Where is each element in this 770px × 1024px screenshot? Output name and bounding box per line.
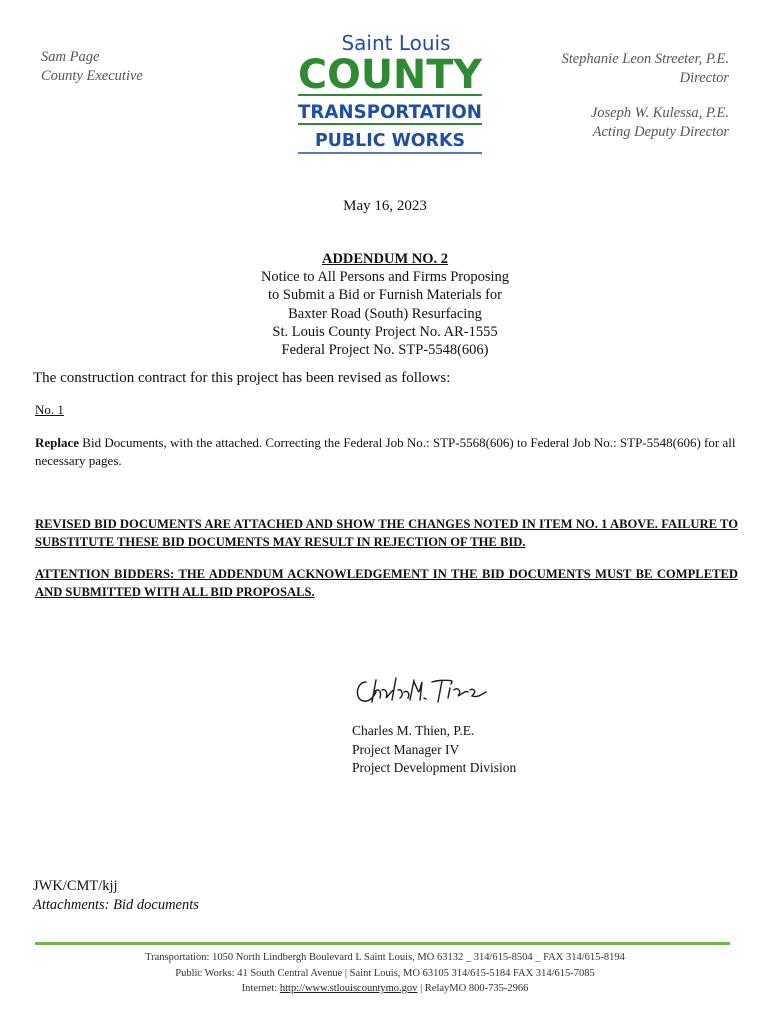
footer-line2: Public Works: 41 South Central Avenue | Saint Louis, MO 63105 314/615-5184 FAX 314/615-7085 [175,967,595,979]
item-number: No. 1 [35,402,64,417]
footer-internet-label: Internet: [241,983,280,994]
reference-initials: JWK/CMT/kjj [33,878,118,894]
executive-name: Sam Page [41,49,100,65]
addendum-line: Federal Project No. STP-5548(606) [281,342,489,359]
intro-text: The construction contract for this project has been revised as follows: [33,370,451,386]
director-block [561,50,729,88]
deputy-director-block [591,104,729,142]
footer-line3 [0,981,770,997]
director-title: Director [679,70,729,86]
addendum-line: Baxter Road (South) Resurfacing [288,305,482,322]
logo-line2: COUNTY [298,52,484,98]
addendum-title: ADDENDUM NO. 2 [321,251,449,267]
footer-address [0,950,770,997]
attachments-note: Attachments: Bid documents [33,897,199,913]
website-link[interactable]: http://www.stlouiscountymo.gov [279,983,418,994]
signer-title: Project Manager IV [352,741,460,757]
item-body: Bid Documents, with the attached. Correcting the Federal Job No.: STP-5568(606) to Federal Job No.: STP-5548(606) for all necessary pages. [35,435,736,468]
footer-rule [35,942,730,945]
addendum-line: to Submit a Bid or Furnish Materials for [268,287,502,304]
letter-date: May 16, 2023 [343,198,427,214]
addendum-block [0,250,770,359]
notice-revised-documents: REVISED BID DOCUMENTS ARE ATTACHED AND SHOW THE CHANGES NOTED IN ITEM NO. 1 ABOVE. FAILURE TO SUBSTITUTE THESE BID DOCUMENTS MAY RESULT IN REJECTION OF THE BID. [35,517,738,549]
deputy-title: Acting Deputy Director [592,124,729,140]
handwritten-signature [352,672,502,712]
footer-relay: | RelayMO 800-735-2966 [417,983,529,994]
logo-line3: TRANSPORTATION [298,101,482,123]
logo-line1: Saint Louis [341,31,451,55]
st-louis-county-logo [296,30,484,155]
signer-name: Charles M. Thien, P.E. [352,723,475,738]
director-name: Stephanie Leon Streeter, P.E. [561,51,729,67]
deputy-name: Joseph W. Kulessa, P.E. [590,105,729,121]
item-text [35,434,740,470]
signer-block [352,722,516,778]
logo-line4: PUBLIC WORKS [315,130,465,151]
executive-title: County Executive [41,68,143,84]
signer-division: Project Development Division [352,760,517,775]
notice-attention-bidders: ATTENTION BIDDERS: THE ADDENDUM ACKNOWLEDGEMENT IN THE BID DOCUMENTS MUST BE COMPLETED AND SUBMITTED WITH ALL BID PROPOSALS. [35,567,738,599]
item-bold-word: Replace [35,435,80,450]
footer-line1: Transportation: 1050 North Lindbergh Boulevard L Saint Louis, MO 63132 _ 314/615-8504 _ FAX 314/615-8194 [145,952,625,963]
county-executive-block [41,48,143,86]
addendum-line: Notice to All Persons and Firms Proposing [260,269,510,286]
addendum-line: St. Louis County Project No. AR-1555 [272,323,498,340]
